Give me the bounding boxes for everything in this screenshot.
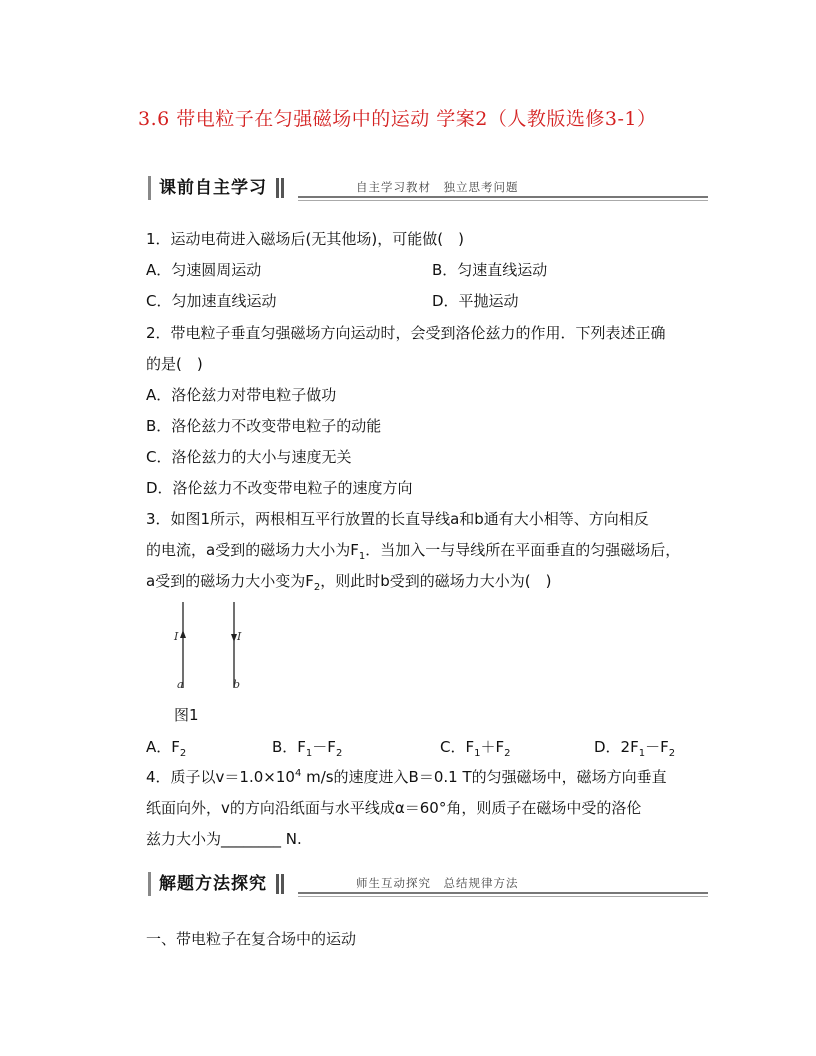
q1-option-d: D．平抛运动	[432, 292, 519, 310]
wire-label-b: b	[233, 678, 241, 691]
current-label-a: I	[174, 630, 179, 643]
q2-stem-line1: 2．带电粒子垂直匀强磁场方向运动时，会受到洛伦兹力的作用．下列表述正确	[146, 324, 666, 342]
banner-rule	[298, 196, 708, 198]
q1-stem: 1．运动电荷进入磁场后(无其他场)，可能做( )	[146, 230, 464, 248]
part-heading: 一、带电粒子在复合场中的运动	[146, 930, 357, 948]
q3-option-sub: 2	[668, 748, 676, 759]
q3-option-text: －F	[312, 738, 336, 756]
q4-line1-text: 4．质子以v＝1.0×10	[146, 768, 295, 786]
q1-option-c: C．匀加速直线运动	[146, 292, 277, 310]
q3-option-d	[594, 736, 675, 759]
banner-bars-decoration	[276, 874, 290, 894]
q3-option-c	[440, 736, 511, 759]
banner-rule-thin	[298, 200, 708, 201]
q4-line1	[146, 766, 667, 787]
q2-option-d: D．洛伦兹力不改变带电粒子的速度方向	[146, 479, 413, 497]
q3-option-sub: 2	[504, 748, 511, 759]
q4-superscript: 4	[294, 768, 302, 779]
figure-parallel-wires	[160, 600, 260, 695]
q3-stem-line2-rest: ．当加入一与导线所在平面垂直的匀强磁场后，	[365, 541, 681, 559]
section-heading: 课前自主学习	[148, 176, 275, 200]
q3-option-sub: 1	[474, 748, 481, 759]
q3-stem-line3-text: a受到的磁场力大小变为F	[146, 572, 314, 590]
banner-bars-decoration	[276, 178, 290, 198]
q3-stem-line2-text: 的电流，a受到的磁场力大小为F	[146, 541, 359, 559]
q3-option-sub: 1	[638, 748, 646, 759]
q1-option-a: A．匀速圆周运动	[146, 261, 262, 279]
q2-option-c: C．洛伦兹力的大小与速度无关	[146, 448, 352, 466]
section-subtitle: 师生互动探究 总结规律方法	[356, 876, 519, 890]
section-banner-prestudy	[148, 176, 708, 202]
q4-line3: 兹力大小为________ N.	[146, 830, 302, 848]
q3-option-sub: 1	[305, 748, 313, 759]
q4-line2: 纸面向外，v的方向沿纸面与水平线成α＝60°角，则质子在磁场中受的洛伦	[146, 799, 642, 817]
q3-option-text: D．2F	[594, 738, 639, 756]
section-heading: 解题方法探究	[148, 872, 275, 896]
q4-line1-rest: m/s的速度进入B＝0.1 T的匀强磁场中，磁场方向垂直	[301, 768, 667, 786]
q3-option-b	[272, 736, 342, 759]
section-subtitle: 自主学习教材 独立思考问题	[356, 180, 519, 194]
arrow-up-icon	[180, 630, 186, 638]
q3-option-text: C．F	[440, 738, 475, 756]
q3-option-a	[146, 736, 186, 759]
q3-stem-line3-rest: ，则此时b受到的磁场力大小为( )	[320, 572, 552, 590]
q3-option-text: A．F	[146, 738, 180, 756]
q3-option-text: B．F	[272, 738, 306, 756]
q3-stem-line2	[146, 539, 680, 562]
q3-stem-line1: 3．如图1所示，两根相互平行放置的长直导线a和b通有大小相等、方向相反	[146, 510, 649, 528]
q2-option-b: B．洛伦兹力不改变带电粒子的动能	[146, 417, 382, 435]
figure-caption: 图1	[174, 706, 199, 724]
q3-option-text: －F	[645, 738, 669, 756]
page-title: 3.6 带电粒子在匀强磁场中的运动 学案2（人教版选修3-1）	[138, 108, 657, 130]
q3-option-text: ＋F	[480, 738, 505, 756]
wire-label-a: a	[177, 678, 184, 691]
q1-option-b: B．匀速直线运动	[432, 261, 548, 279]
q2-stem-line2: 的是( )	[146, 355, 203, 373]
q3-stem-line3	[146, 570, 551, 593]
banner-rule	[298, 892, 708, 894]
q3-subscript: 2	[313, 582, 321, 593]
current-label-b: I	[237, 630, 242, 643]
q3-subscript: 1	[358, 551, 366, 562]
q2-option-a: A．洛伦兹力对带电粒子做功	[146, 386, 337, 404]
banner-rule-thin	[298, 896, 708, 897]
q3-option-sub: 2	[335, 748, 343, 759]
section-banner-methods	[148, 872, 708, 898]
q3-option-sub: 2	[179, 748, 187, 759]
